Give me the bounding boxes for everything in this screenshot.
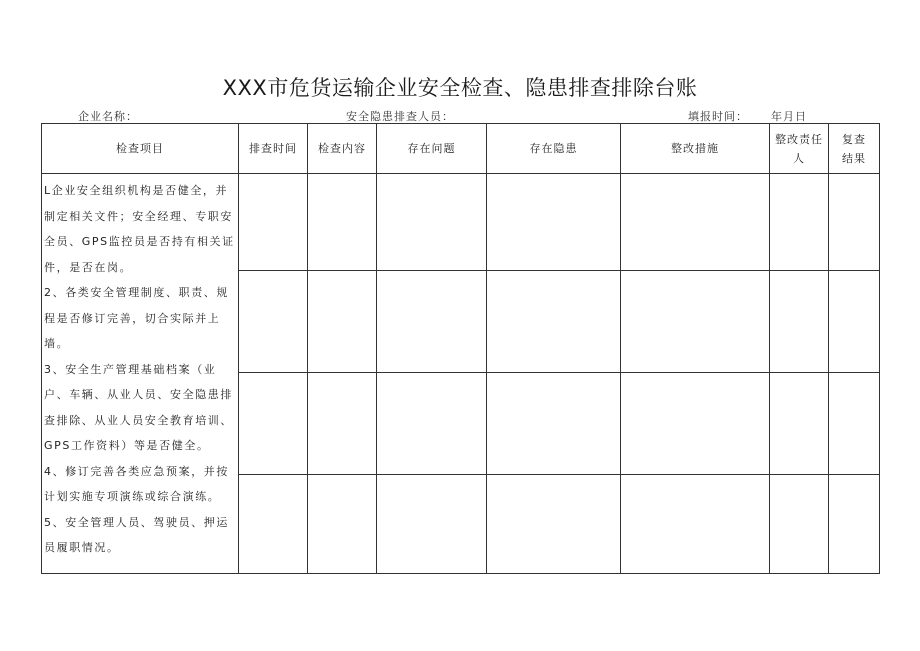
time-cell[interactable] — [239, 174, 308, 271]
inspection-item: L企业安全组织机构是否健全，并制定相关文件；安全经理、专职安全员、GPS监控员是否持有相关证件，是否在岗。 — [44, 184, 235, 274]
problem-cell[interactable] — [377, 475, 487, 574]
problem-cell[interactable] — [377, 174, 487, 271]
header-time: 排查时间 — [239, 124, 308, 174]
header-responsible: 整改责任人 — [770, 124, 829, 174]
measures-cell[interactable] — [621, 475, 770, 574]
hazard-cell[interactable] — [487, 475, 621, 574]
measures-cell[interactable] — [621, 373, 770, 475]
content-cell[interactable] — [308, 271, 377, 373]
review-cell[interactable] — [829, 373, 880, 475]
time-cell[interactable] — [239, 271, 308, 373]
header-problem: 存在问题 — [377, 124, 487, 174]
table-row — [42, 174, 880, 271]
responsible-cell[interactable] — [770, 271, 829, 373]
measures-cell[interactable] — [621, 271, 770, 373]
time-cell[interactable] — [239, 373, 308, 475]
header-item: 检查项目 — [42, 124, 239, 174]
date-label: 年月日 — [771, 110, 807, 123]
hazard-cell[interactable] — [487, 174, 621, 271]
inspector-label: 安全隐患排查人员： — [346, 110, 454, 123]
inspection-item: 5、安全管理人员、驾驶员、押运员履职情况。 — [44, 515, 229, 554]
header-content: 检查内容 — [308, 124, 377, 174]
measures-cell[interactable] — [621, 174, 770, 271]
inspection-item: 2、各类安全管理制度、职责、规程是否修订完善，切合实际并上墙。 — [44, 286, 229, 350]
report-time-label: 填报时间： — [688, 110, 748, 123]
inspection-item: 3、安全生产管理基础档案（业户、车辆、从业人员、安全隐患排查排除、从业人员安全教育培训、GPS工作资料）等是否健全。 — [44, 362, 233, 452]
review-cell[interactable] — [829, 271, 880, 373]
hazard-cell[interactable] — [487, 271, 621, 373]
responsible-cell[interactable] — [770, 174, 829, 271]
header-review: 复查结果 — [829, 124, 880, 174]
review-cell[interactable] — [829, 174, 880, 271]
responsible-cell[interactable] — [770, 373, 829, 475]
inspection-item: 4、修订完善各类应急预案，并按计划实施专项演练或综合演练。 — [44, 464, 229, 503]
hazard-cell[interactable] — [487, 373, 621, 475]
header-row — [42, 124, 880, 174]
problem-cell[interactable] — [377, 373, 487, 475]
review-cell[interactable] — [829, 475, 880, 574]
inspection-items-cell — [42, 174, 239, 574]
inspection-ledger-table — [41, 123, 880, 574]
page-title: XXX市危货运输企业安全检查、隐患排查排除台账 — [222, 76, 698, 100]
header-hazard: 存在隐患 — [487, 124, 621, 174]
content-cell[interactable] — [308, 174, 377, 271]
company-name-label: 企业名称： — [78, 110, 138, 123]
problem-cell[interactable] — [377, 271, 487, 373]
header-measures: 整改措施 — [621, 124, 770, 174]
content-cell[interactable] — [308, 475, 377, 574]
responsible-cell[interactable] — [770, 475, 829, 574]
time-cell[interactable] — [239, 475, 308, 574]
content-cell[interactable] — [308, 373, 377, 475]
